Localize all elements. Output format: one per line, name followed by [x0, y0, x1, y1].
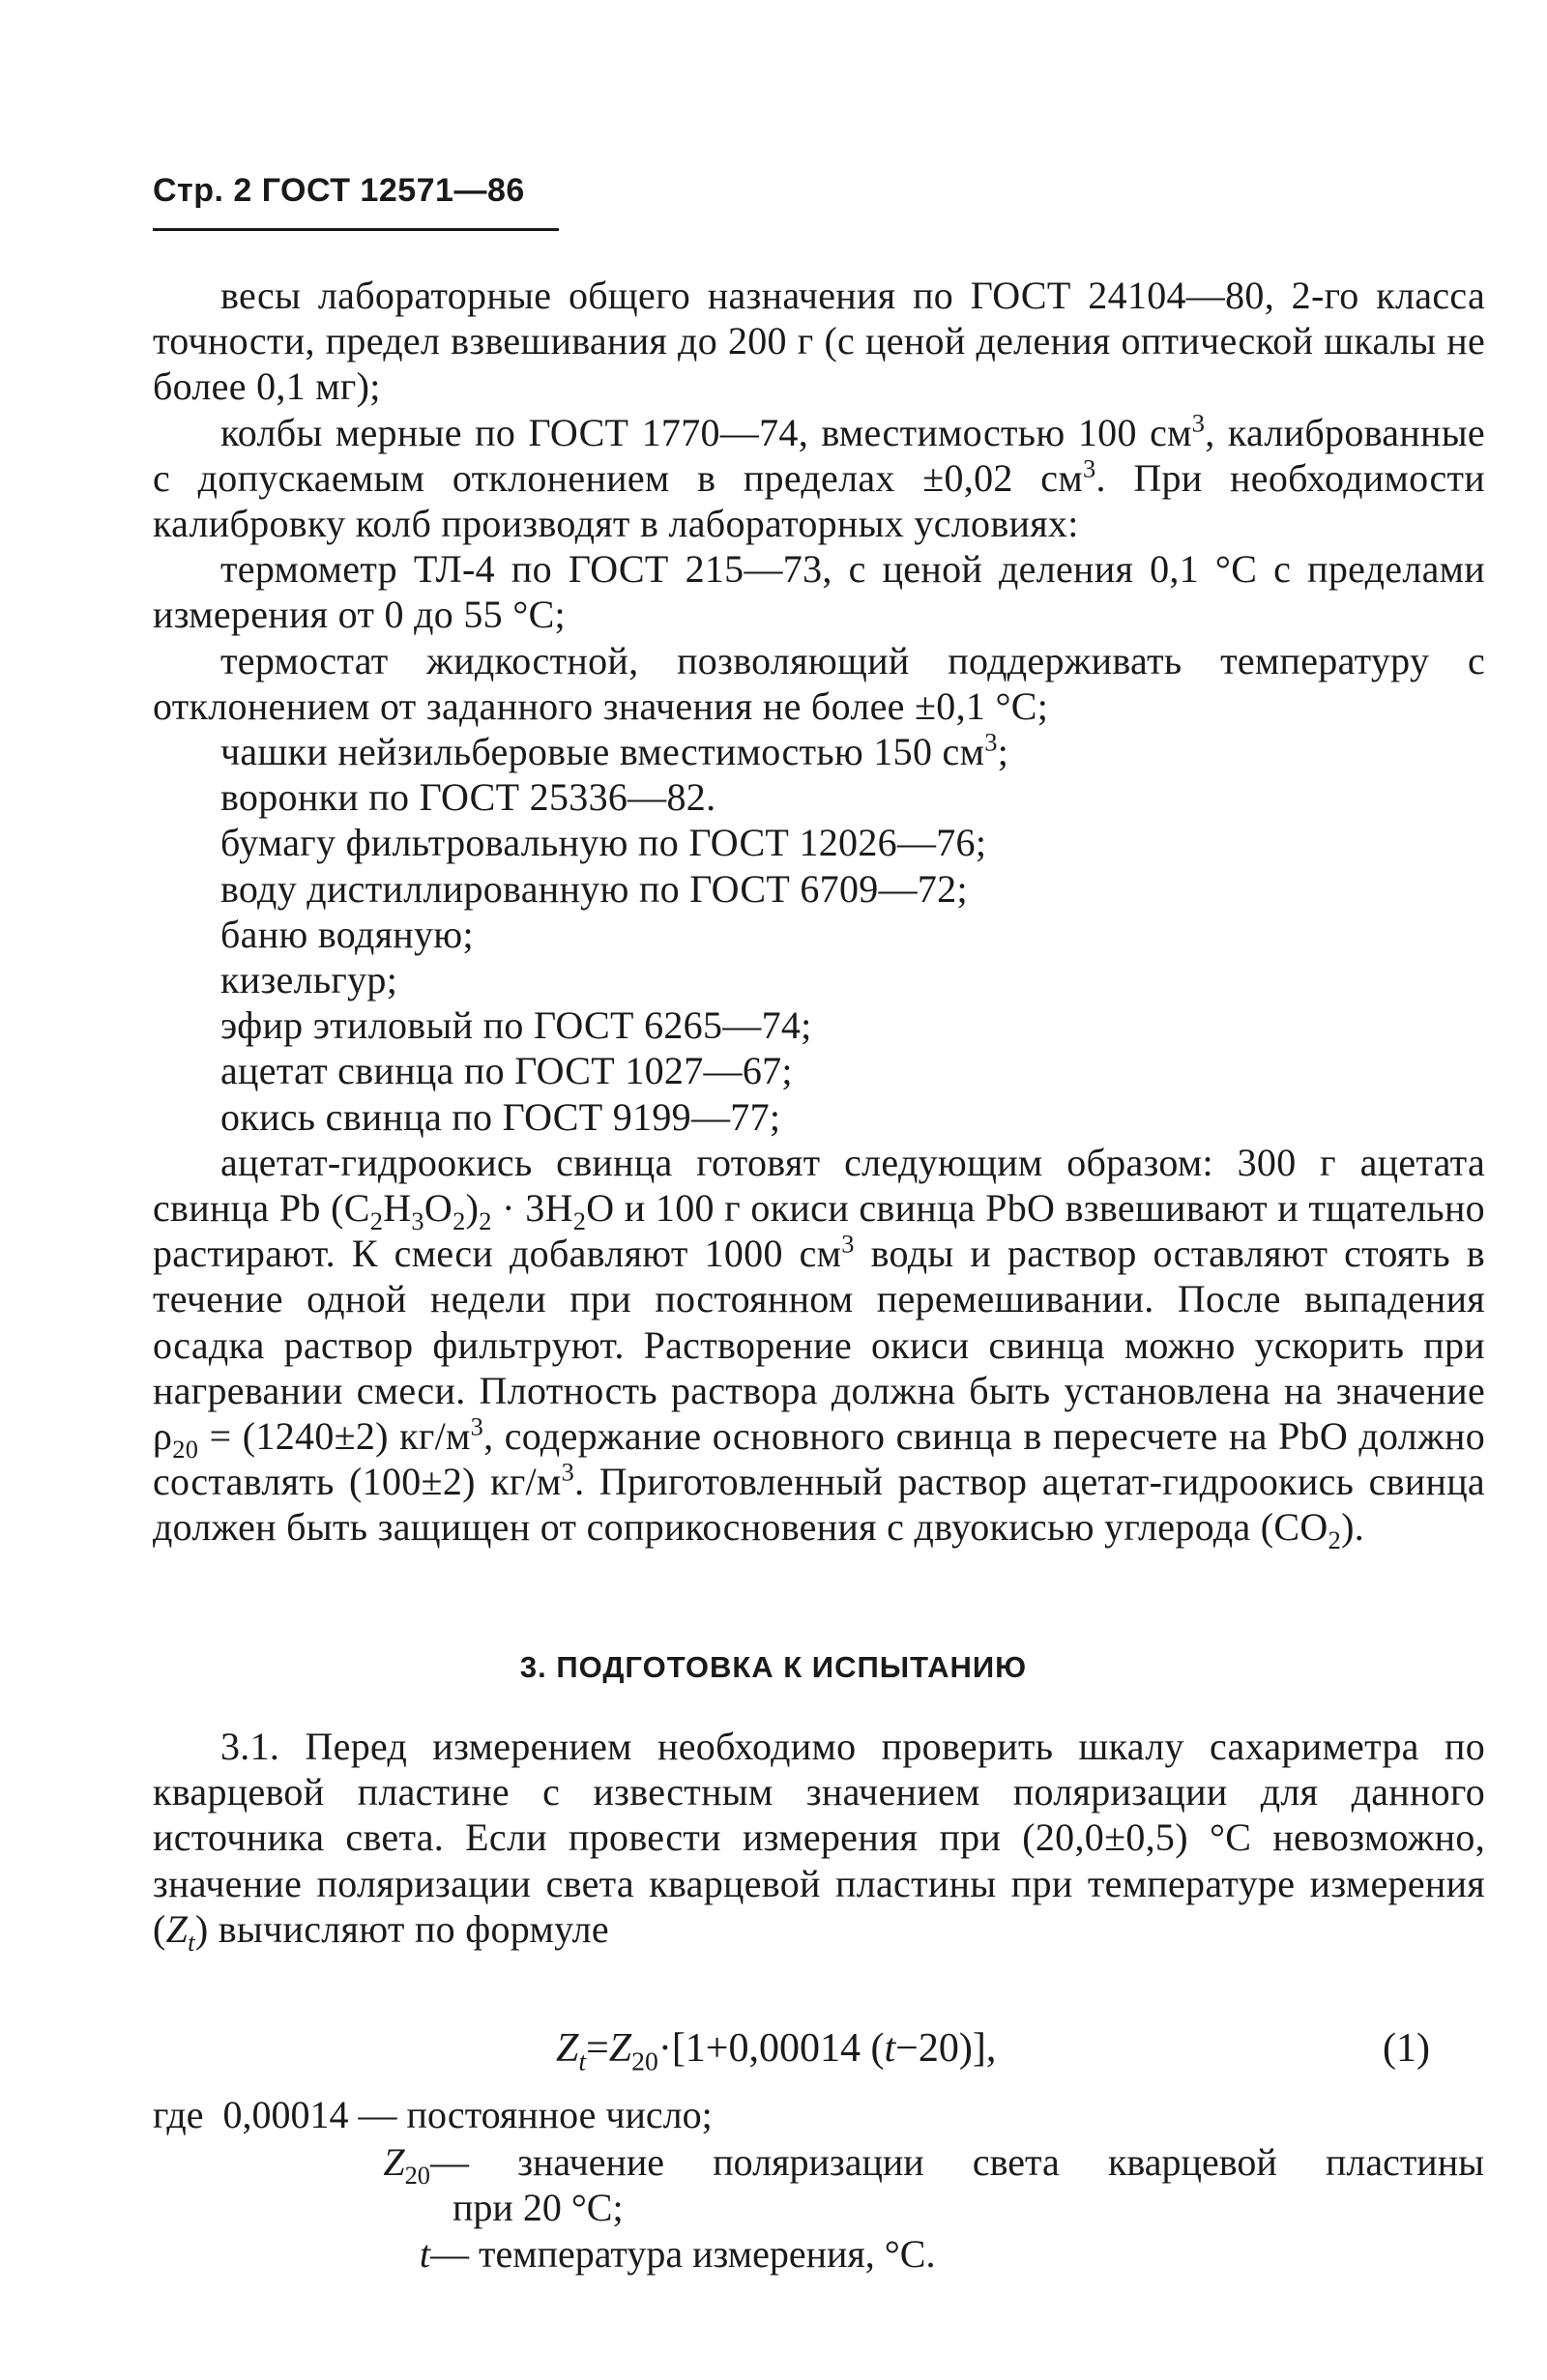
item-flasks: колбы мерные по ГОСТ 1770—74, вместимостью 100 $см^3$, калиброванные с допускаемым отклонением в пределах ±0,02 $см^3$. При необходимости калибровку колб производят в лабораторных условиях: — [153, 408, 1485, 546]
item-lead-acetate: ацетат свинца по ГОСТ 1027—67; — [220, 1049, 793, 1093]
item-cups: чашки нейзильберовые вместимостью 150 $см^3$; — [220, 727, 1009, 774]
item-funnels: воронки по ГОСТ 25336—82. — [220, 775, 716, 820]
where-z20-continued: при 20 °С; — [452, 2186, 624, 2229]
paragraph-3-1: 3.1. Перед измерением необходимо проверить шкалу сахариметра по кварцевой пластине с известным значением поляризации для данного источника света. Если провести измерения при (20,0±0,5) °С невозможно, значение поляризации света кварцевой пластины при температуре измерения $(Z_t)$ вычисляют по формуле — [153, 1725, 1485, 1957]
item-kieselguhr: кизельгур; — [220, 958, 398, 1002]
formula-row — [0, 2025, 1547, 2079]
document-page: Стр. 2 ГОСТ 12571—86 весы лабораторные общего назначения по ГОСТ 24104—80, 2-го класса точности, предел взвешивания до 200 г (с ценой деления оптической шкалы не более 0,1 мг); колбы мерные по ГОСТ 1770—74, вместимостью 100 $см^3$, калиброванные с допускаемым отклонением в пределах ±0,02 $см^3$. При необходимости калибровку колб производят в лабораторных условиях: термометр ТЛ-4 по ГОСТ 215—73, с ценой деления 0,1 °С с пределами измерения от 0 до 55 °С; термостат жидкостной, позволяющий поддерживать температуру с отклонением от заданного значения не более ±0,1 °С; чашки нейзильберовые вместимостью 150 $см^3$; воронки по ГОСТ 25336—82. бумагу фильтровальную по ГОСТ 12026—76; воду дистиллированную по ГОСТ 6709—72; баню водяную; кизельгур; эфир этиловый по ГОСТ 6265—74; ацетат свинца по ГОСТ 1027—67; окись свинца по ГОСТ 9199—77; ацетат-гидроокись свинца готовят следующим образом: 300 г ацетата свинца Pb $(C_2H_3O_2)_2 \cdot 3H_2O$ и 100 г окиси свинца PbO взвешивают и тщательно растирают. К смеси добавляют 1000 $см^3$ воды и раствор оставляют стоять в течение одной недели при постоянном перемешивании. После выпадения осадка раствор фильтруют. Растворение окиси свинца можно ускорить при нагревании смеси. Плотность раствора должна быть установлена на значение $\rho_{20} = (1240\pm 2)$ $кг/м^3$, содержание основного свинца в пересчете на PbO должно составлять (100±2) $кг/м^3$. Приготовленный раствор ацетат-гидроокись свинца должен быть защищен от соприкосновения с двуокисью углерода $(CO_2)$. 3. ПОДГОТОВКА К ИСПЫТАНИЮ 3.1. Перед измерением необходимо проверить шкалу сахариметра по кварцевой пластине с известным значением поляризации для данного источника света. Если провести измерения при (20,0±0,5) °С невозможно, значение поляризации света кварцевой пластины при температуре измерения $(Z_t)$ вычисляют по формуле $Z_t=Z_{20}\cdot[1+0,00014$ (t−20)], (1) где 0,00014 — постоянное число; $Z_{20}$ — значение поляризации света кварцевой пластины при 20 °С; t — температура измерения, °С. — [0, 0, 1547, 2380]
section-title: 3. ПОДГОТОВКА К ИСПЫТАНИЮ — [519, 1650, 1028, 1684]
equipment-list — [153, 273, 1485, 1555]
formula: $Z_t=Z_{20}\cdot[1+0,00014$ (t−20)], — [556, 2026, 997, 2076]
formula-number: (1) — [1383, 2026, 1430, 2071]
item-filter-paper: бумагу фильтровальную по ГОСТ 12026—76; — [220, 821, 987, 865]
item-ether: эфир этиловый по ГОСТ 6265—74; — [220, 1003, 812, 1048]
where-const: где 0,00014 — постоянное число; — [153, 2093, 713, 2136]
item-water: воду дистиллированную по ГОСТ 6709—72; — [220, 866, 968, 911]
item-scales: весы лабораторные общего назначения по ГОСТ 24104—80, 2-го класса точности, предел взвешивания до 200 г (с ценой деления оптической шкалы не более 0,1 мг); — [153, 274, 1485, 409]
page-header: Стр. 2 ГОСТ 12571—86 — [153, 172, 525, 209]
item-thermometer: термометр ТЛ-4 по ГОСТ 215—73, с ценой деления 0,1 °С с пределами измерения от 0 до 55 °С; — [153, 547, 1485, 637]
header-rule — [153, 228, 559, 231]
item-thermostat: термостат жидкостной, позволяющий поддерживать температуру с отклонением от заданного значения не более ±0,1 °С; — [153, 638, 1485, 728]
section-paragraph — [153, 1724, 1485, 1957]
item-acetate-hydroxide: ацетат-гидроокись свинца готовят следующим образом: 300 г ацетата свинца Pb $(C_2H_3O_2)_2 \cdot 3H_2O$ и 100 г окиси свинца PbO взвешивают и тщательно растирают. К смеси добавляют 1000 $см^3$ воды и раствор оставляют стоять в течение одной недели при постоянном перемешивании. После выпадения осадка раствор фильтруют. Растворение окиси свинца можно ускорить при нагревании смеси. Плотность раствора должна быть установлена на значение $\rho_{20} = (1240\pm 2)$ $кг/м^3$, содержание основного свинца в пересчете на PbO должно составлять (100±2) $кг/м^3$. Приготовленный раствор ацетат-гидроокись свинца должен быть защищен от соприкосновения с двуокисью углерода $(CO_2)$. — [153, 1140, 1485, 1555]
item-bath: баню водяную; — [220, 912, 474, 956]
item-lead-oxide: окись свинца по ГОСТ 9199—77; — [220, 1094, 781, 1139]
